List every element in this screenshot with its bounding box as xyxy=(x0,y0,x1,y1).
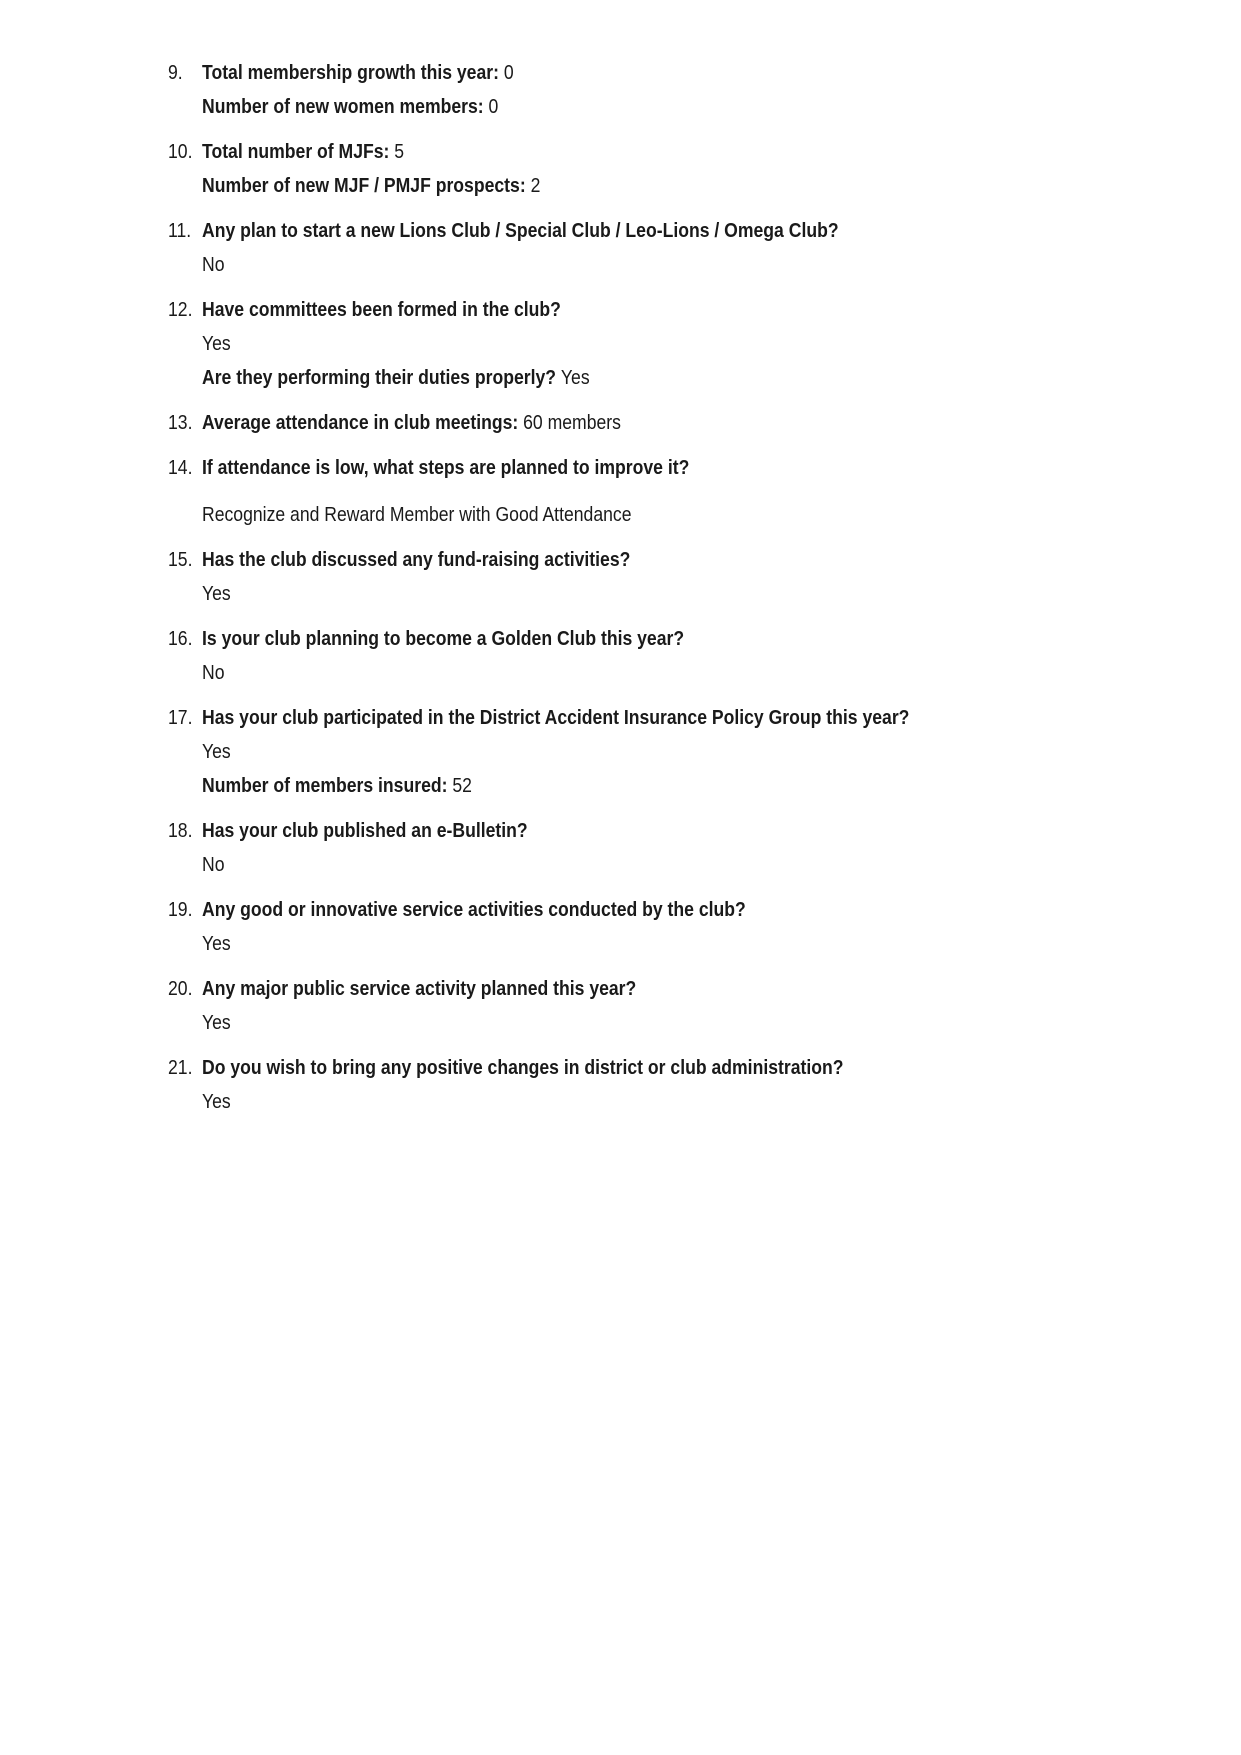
answer-text: Yes xyxy=(202,333,231,355)
answer-text: Yes xyxy=(202,741,231,763)
answer-text: Yes xyxy=(202,1091,231,1113)
question-item xyxy=(168,1051,1181,1119)
question-line xyxy=(202,214,1064,248)
answer-text: No xyxy=(202,854,225,876)
answer-line xyxy=(202,1085,1064,1119)
question-item xyxy=(168,451,1181,532)
question-number: 14. xyxy=(168,457,193,479)
answer-text: 5 xyxy=(394,141,405,163)
answer-text: 0 xyxy=(488,96,499,118)
question-body xyxy=(202,972,1181,1040)
question-item xyxy=(168,622,1181,690)
answer-line xyxy=(202,327,1064,361)
question-item xyxy=(168,56,1181,124)
question-text: Total number of MJFs: xyxy=(202,141,395,163)
question-item xyxy=(168,406,1181,440)
question-line xyxy=(202,622,1064,656)
question-text: If attendance is low, what steps are planned to improve it? xyxy=(202,457,690,479)
question-item xyxy=(168,214,1181,282)
question-text: Has your club published an e-Bulletin? xyxy=(202,820,528,842)
answer-line xyxy=(202,735,1064,769)
answer-line xyxy=(202,498,1064,532)
question-number: 16. xyxy=(168,628,193,650)
answer-line xyxy=(202,1006,1064,1040)
answer-text: 52 xyxy=(452,775,472,797)
question-line xyxy=(202,90,1064,124)
question-line xyxy=(202,893,1064,927)
question-text: Total membership growth this year: xyxy=(202,62,504,84)
question-body xyxy=(202,214,1181,282)
question-text: Has the club discussed any fund-raising activities? xyxy=(202,549,631,571)
answer-line xyxy=(202,577,1064,611)
question-text: Number of new MJF / PMJF prospects: xyxy=(202,175,531,197)
answer-line xyxy=(202,248,1064,282)
answer-line xyxy=(202,848,1064,882)
question-body xyxy=(202,406,1181,440)
question-text: Any plan to start a new Lions Club / Special Club / Leo-Lions / Omega Club? xyxy=(202,220,839,242)
question-line xyxy=(202,56,1064,90)
question-number: 11. xyxy=(168,220,192,242)
answer-text: No xyxy=(202,662,225,684)
question-item xyxy=(168,135,1181,203)
answer-text: No xyxy=(202,254,225,276)
question-text: Do you wish to bring any positive changes in district or club administration? xyxy=(202,1057,844,1079)
question-number: 10. xyxy=(168,141,193,163)
question-number: 18. xyxy=(168,820,193,842)
question-item xyxy=(168,543,1181,611)
question-line xyxy=(202,1051,1064,1085)
question-body xyxy=(202,135,1181,203)
question-line xyxy=(202,135,1064,169)
answer-text: 60 members xyxy=(523,412,621,434)
question-text: Number of new women members: xyxy=(202,96,489,118)
answer-text: Yes xyxy=(202,1012,231,1034)
question-number: 17. xyxy=(168,707,193,729)
question-line xyxy=(202,451,1064,485)
question-number: 9. xyxy=(168,62,183,84)
question-item xyxy=(168,814,1181,882)
question-line xyxy=(202,701,1064,735)
answer-line xyxy=(202,656,1064,690)
question-line xyxy=(202,769,1064,803)
answer-text: 0 xyxy=(503,62,514,84)
question-text: Any major public service activity planned this year? xyxy=(202,978,637,1000)
question-line xyxy=(202,293,1064,327)
question-text: Average attendance in club meetings: xyxy=(202,412,524,434)
answer-text: 2 xyxy=(530,175,541,197)
question-body xyxy=(202,56,1181,124)
question-number: 19. xyxy=(168,899,193,921)
question-body xyxy=(202,622,1181,690)
answer-text: Yes xyxy=(202,583,231,605)
question-line xyxy=(202,361,1064,395)
question-text: Is your club planning to become a Golden Club this year? xyxy=(202,628,685,650)
question-line xyxy=(202,169,1064,203)
question-item xyxy=(168,972,1181,1040)
question-line xyxy=(202,543,1064,577)
question-item xyxy=(168,893,1181,961)
question-body xyxy=(202,1051,1181,1119)
question-body xyxy=(202,701,1181,803)
question-body xyxy=(202,814,1181,882)
answer-text: Recognize and Reward Member with Good Attendance xyxy=(202,504,632,526)
question-number: 12. xyxy=(168,299,193,321)
questionnaire-list xyxy=(168,56,1181,1119)
question-body xyxy=(202,293,1181,395)
question-line xyxy=(202,814,1064,848)
question-body xyxy=(202,543,1181,611)
question-number: 20. xyxy=(168,978,193,1000)
question-item xyxy=(168,293,1181,395)
question-text: Any good or innovative service activities conducted by the club? xyxy=(202,899,746,921)
question-text: Has your club participated in the District Accident Insurance Policy Group this year? xyxy=(202,707,910,729)
question-item xyxy=(168,701,1181,803)
question-number: 21. xyxy=(168,1057,193,1079)
question-number: 13. xyxy=(168,412,193,434)
question-line xyxy=(202,972,1064,1006)
question-line xyxy=(202,406,1064,440)
question-text: Have committees been formed in the club? xyxy=(202,299,561,321)
question-body xyxy=(202,451,1181,532)
question-text: Are they performing their duties properly? xyxy=(202,367,561,389)
question-number: 15. xyxy=(168,549,193,571)
answer-line xyxy=(202,927,1064,961)
answer-text: Yes xyxy=(202,933,231,955)
answer-text: Yes xyxy=(560,367,590,389)
question-body xyxy=(202,893,1181,961)
question-text: Number of members insured: xyxy=(202,775,453,797)
